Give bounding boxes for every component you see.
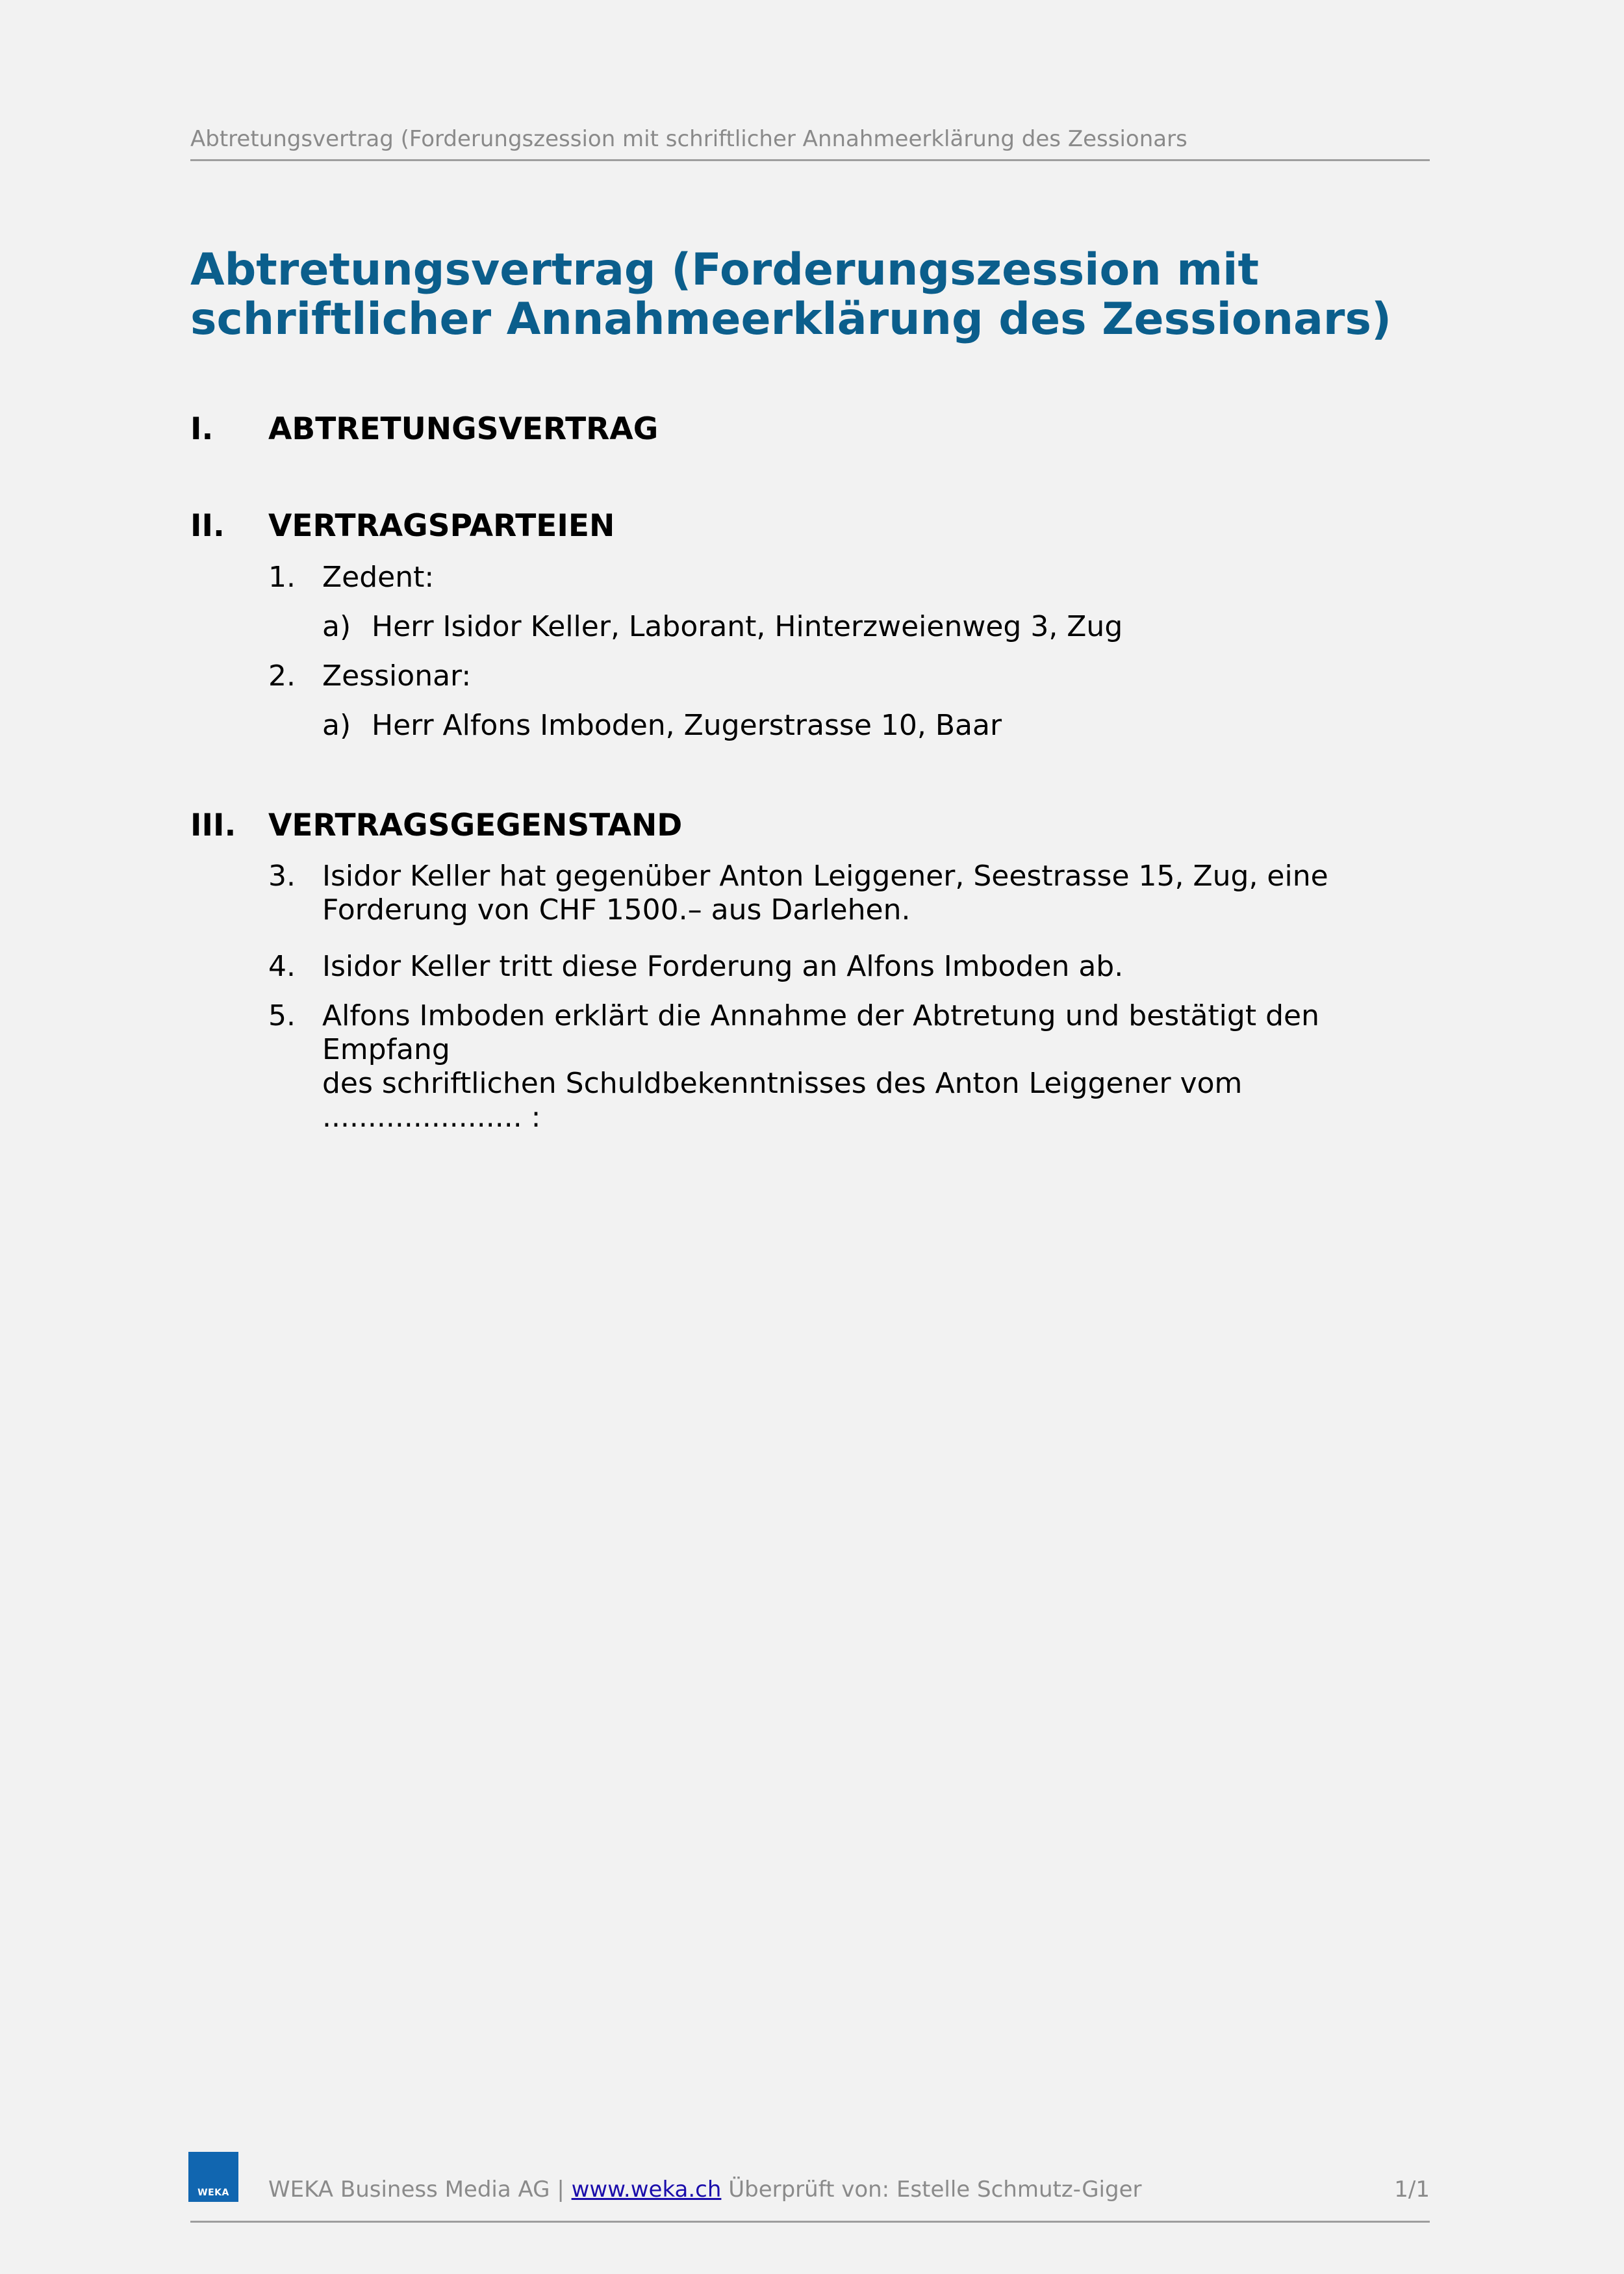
sub-item-text: Herr Isidor Keller, Laborant, Hinterzweienweg 3, Zug xyxy=(372,610,1123,643)
sub-item-2a xyxy=(322,709,1002,743)
section-title: VERTRAGSPARTEIEN xyxy=(268,508,615,544)
section-heading-2 xyxy=(190,508,615,544)
item-text-line-2: Forderung von CHF 1500.– aus Darlehen. xyxy=(322,893,911,926)
section-number: II. xyxy=(190,508,225,544)
footer-company: WEKA Business Media AG | xyxy=(268,2177,572,2203)
section-number: I. xyxy=(190,411,214,447)
sub-item-1a xyxy=(322,610,1123,644)
item-number: 5. xyxy=(268,999,296,1032)
weka-logo xyxy=(188,2152,238,2202)
footer-website-link[interactable]: www.weka.ch xyxy=(571,2177,722,2203)
section-title: ABTRETUNGSVERTRAG xyxy=(268,411,659,447)
list-item-1 xyxy=(268,561,1438,594)
footer-credits xyxy=(268,2175,1141,2204)
section-title: VERTRAGSGEGENSTAND xyxy=(268,808,683,843)
logo-label: WEKA xyxy=(197,2188,229,2198)
item-number: 4. xyxy=(268,950,296,983)
sub-item-letter: a) xyxy=(322,610,351,643)
item-text-line-1: Isidor Keller hat gegenüber Anton Leiggener, Seestrasse 15, Zug, eine xyxy=(322,860,1328,893)
section-heading-1 xyxy=(190,411,658,448)
header-divider xyxy=(190,159,1430,161)
list-item-3 xyxy=(268,860,1438,927)
document-title-line-2: schriftlicher Annahmeerklärung des Zessionars) xyxy=(190,294,1392,345)
document-title-line-1: Abtretungsvertrag (Forderungszession mit xyxy=(190,244,1259,296)
running-header: Abtretungsvertrag (Forderungszession mit schriftlicher Annahmeerklärung des Zessionars xyxy=(190,126,1187,152)
item-text: Zessionar: xyxy=(322,659,472,693)
section-number: III. xyxy=(190,808,236,843)
document-title xyxy=(190,246,1430,344)
item-text-line-3: ...................... : xyxy=(322,1101,541,1134)
page-number: 1/1 xyxy=(1394,2177,1430,2203)
list-item-4 xyxy=(268,950,1438,984)
section-heading-3 xyxy=(190,808,682,844)
item-text: Zedent: xyxy=(322,561,435,594)
sub-item-text: Herr Alfons Imboden, Zugerstrasse 10, Baar xyxy=(372,709,1002,742)
footer-reviewer: Überprüft von: Estelle Schmutz-Giger xyxy=(721,2177,1142,2203)
sub-item-letter: a) xyxy=(322,709,351,742)
item-number: 2. xyxy=(268,659,296,693)
item-text-line-1: Alfons Imboden erklärt die Annahme der Abtretung und bestätigt den Empfang xyxy=(322,999,1319,1066)
item-number: 3. xyxy=(268,860,296,893)
item-text-line-1: Isidor Keller tritt diese Forderung an Alfons Imboden ab. xyxy=(322,950,1124,983)
footer-divider xyxy=(190,2221,1430,2223)
item-text-line-2: des schriftlichen Schuldbekenntnisses des Anton Leiggener vom xyxy=(322,1067,1243,1100)
list-item-2 xyxy=(268,659,1438,693)
item-number: 1. xyxy=(268,561,296,594)
list-item-5 xyxy=(268,999,1438,1134)
